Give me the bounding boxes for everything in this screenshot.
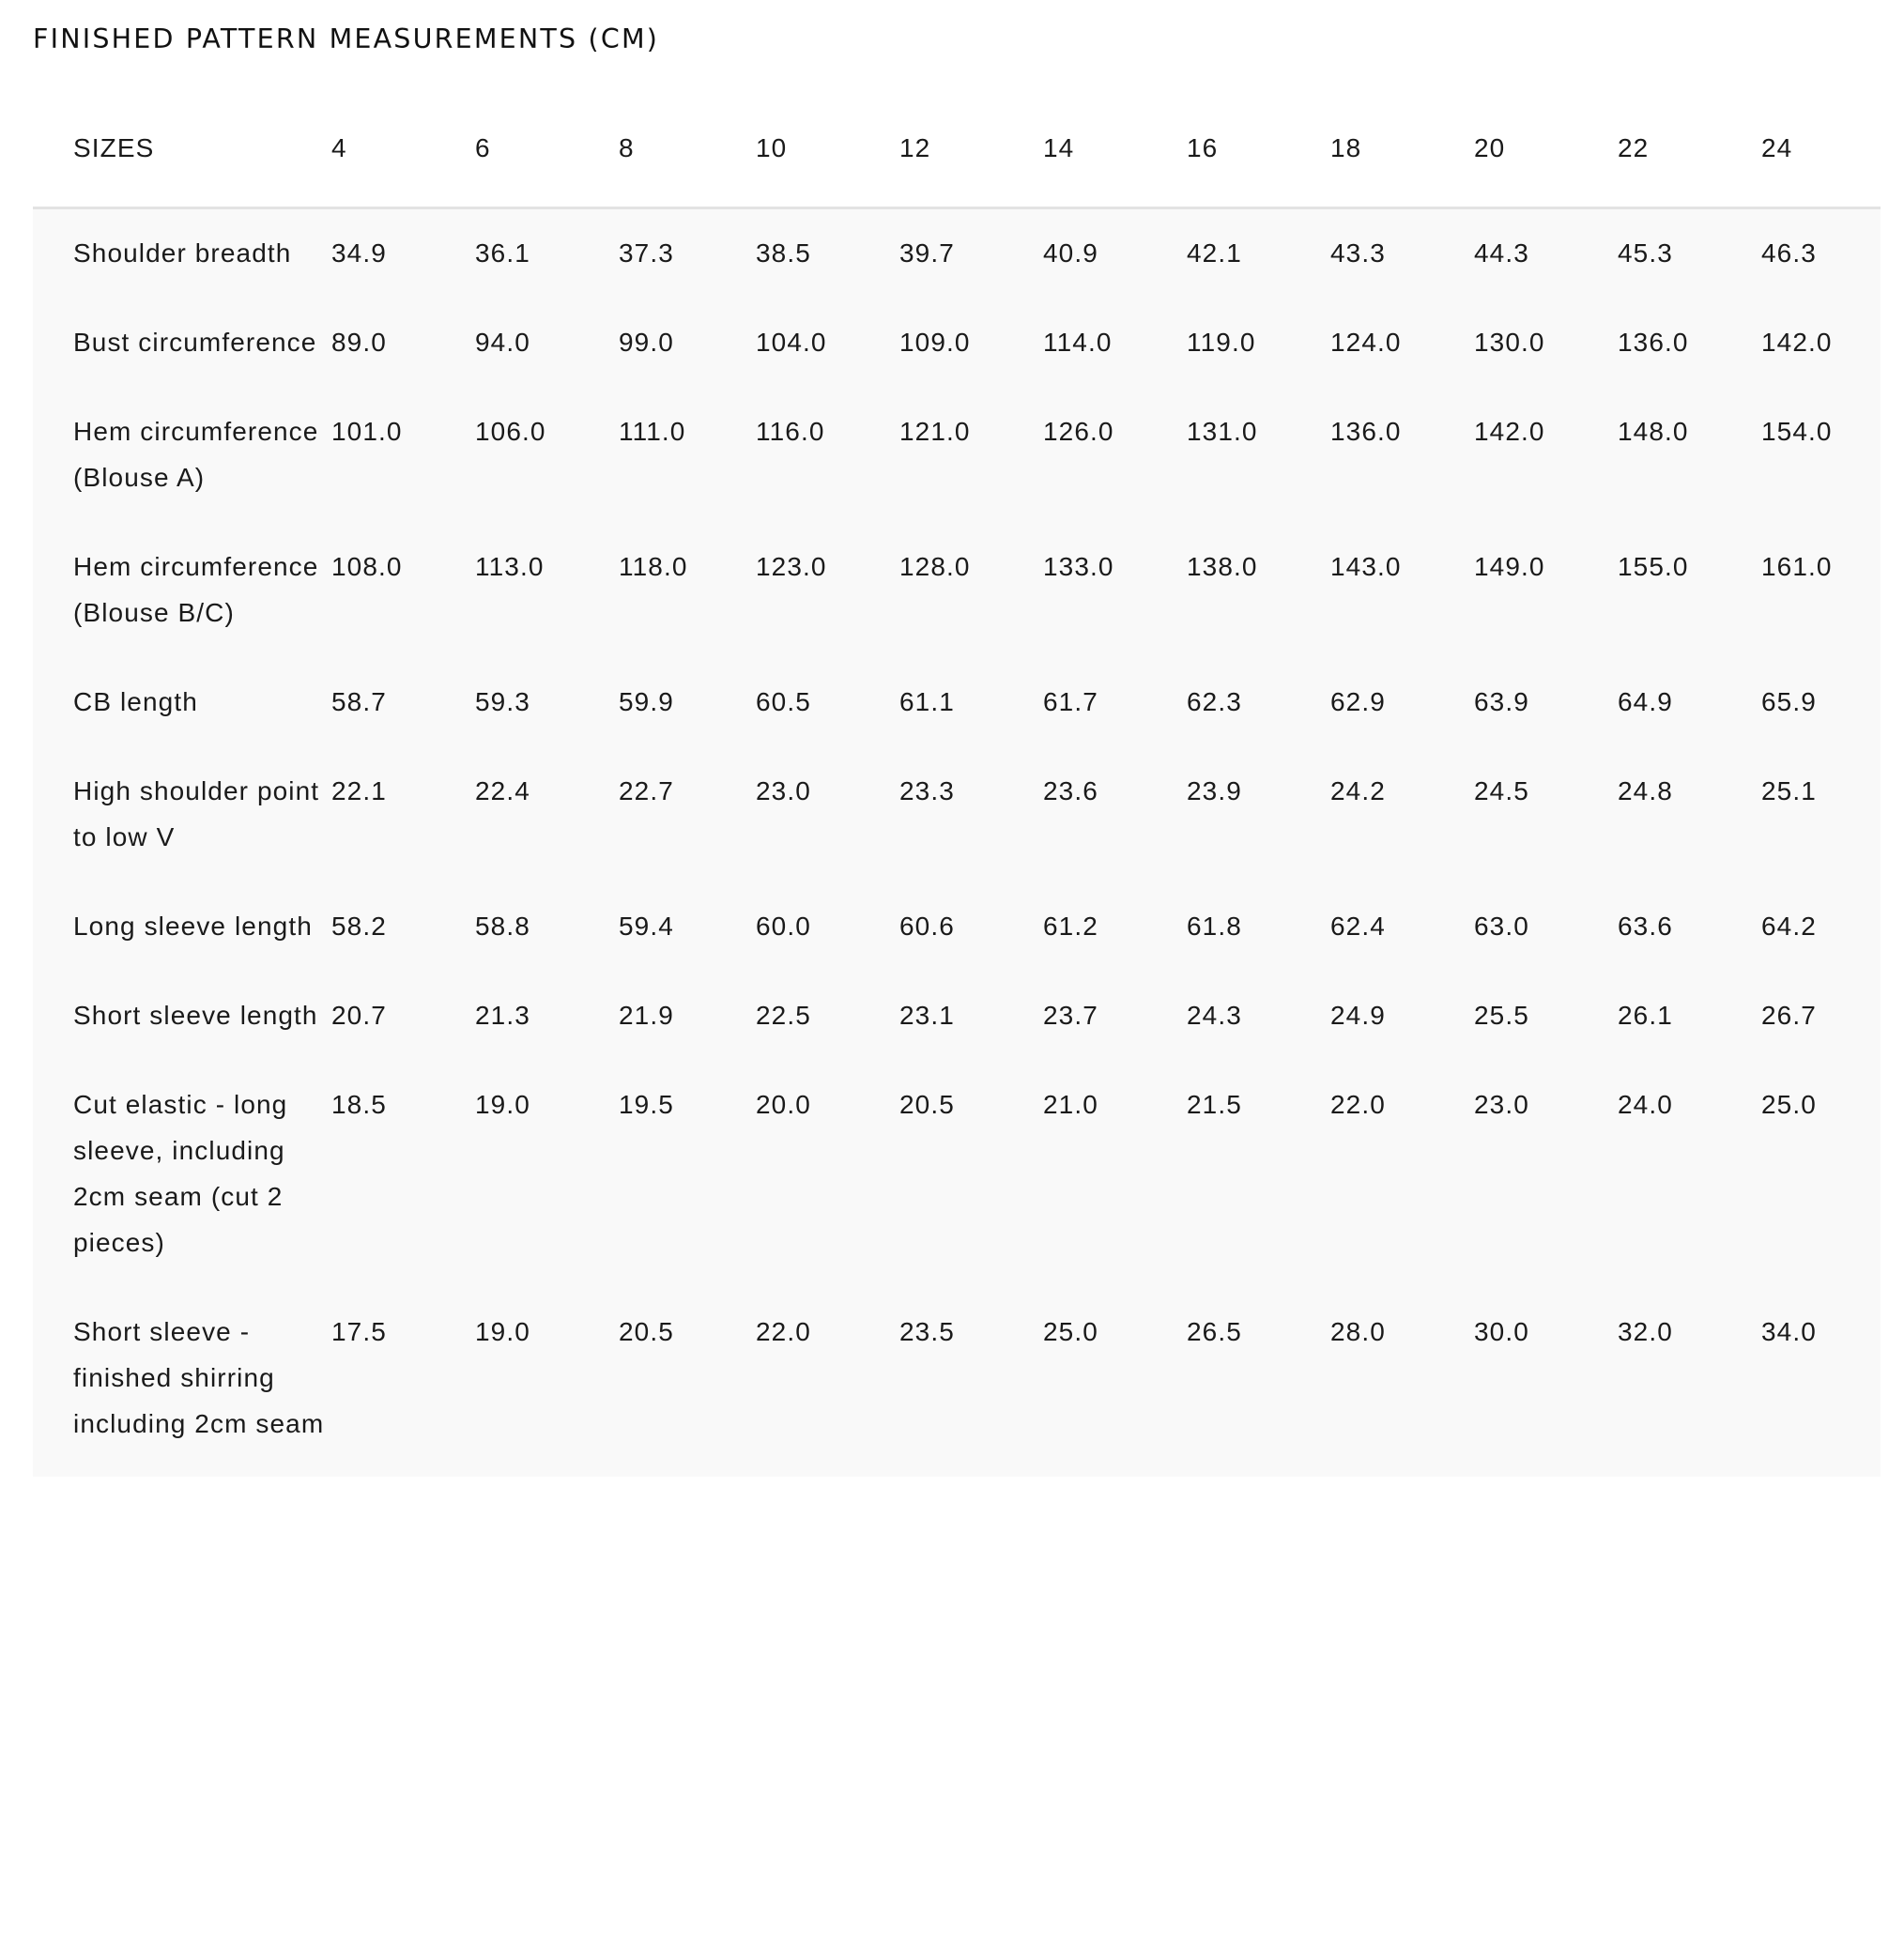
measurement-value: 118.0 — [619, 552, 688, 581]
size-header: 12 — [899, 90, 1043, 208]
measurement-value: 89.0 — [331, 328, 387, 357]
measurement-value: 62.3 — [1187, 687, 1242, 716]
measurement-value: 60.6 — [899, 912, 955, 941]
measurement-value: 17.5 — [331, 1317, 387, 1346]
size-header: 8 — [619, 90, 756, 208]
sizes-header-label: SIZES — [33, 90, 331, 208]
measurement-value: 161.0 — [1761, 552, 1833, 581]
measurement-value: 18.5 — [331, 1090, 387, 1119]
measurement-value: 131.0 — [1187, 417, 1258, 446]
measurement-value: 114.0 — [1043, 328, 1113, 357]
measurement-value: 60.5 — [756, 687, 811, 716]
table-row — [33, 299, 1881, 388]
measurement-value: 123.0 — [756, 552, 827, 581]
table-body — [33, 208, 1881, 1478]
measurement-label: Short sleeve length — [73, 1001, 318, 1030]
measurement-value: 108.0 — [331, 552, 403, 581]
table-row — [33, 658, 1881, 747]
measurement-value: 149.0 — [1474, 552, 1545, 581]
measurement-value: 58.7 — [331, 687, 387, 716]
measurement-value: 138.0 — [1187, 552, 1258, 581]
measurement-value: 62.9 — [1330, 687, 1386, 716]
measurement-value: 104.0 — [756, 328, 827, 357]
measurement-value: 113.0 — [475, 552, 545, 581]
measurement-value: 26.7 — [1761, 1001, 1817, 1030]
measurement-value: 59.4 — [619, 912, 674, 941]
measurement-label: Hem circumference (Blouse B/C) — [73, 552, 319, 627]
measurement-value: 20.5 — [899, 1090, 955, 1119]
measurement-value: 130.0 — [1474, 328, 1545, 357]
measurement-value: 39.7 — [899, 238, 955, 268]
measurement-value: 121.0 — [899, 417, 971, 446]
measurement-value: 40.9 — [1043, 238, 1098, 268]
table-row — [33, 523, 1881, 658]
measurement-value: 26.1 — [1618, 1001, 1673, 1030]
table-row — [33, 747, 1881, 882]
measurement-value: 19.0 — [475, 1090, 530, 1119]
measurement-label: Long sleeve length — [73, 912, 313, 941]
measurement-label: Hem circumference (Blouse A) — [73, 417, 319, 492]
measurement-value: 23.0 — [1474, 1090, 1529, 1119]
measurement-label: Short sleeve - finished shirring including 2cm seam — [73, 1317, 325, 1438]
size-header: 10 — [756, 90, 899, 208]
measurement-value: 59.3 — [475, 687, 530, 716]
measurement-value: 34.9 — [331, 238, 387, 268]
measurement-value: 23.5 — [899, 1317, 955, 1346]
measurement-value: 124.0 — [1330, 328, 1402, 357]
size-header: 24 — [1761, 90, 1881, 208]
measurement-value: 37.3 — [619, 238, 674, 268]
measurement-value: 24.9 — [1330, 1001, 1386, 1030]
measurement-value: 20.7 — [331, 1001, 387, 1030]
size-header: 4 — [331, 90, 475, 208]
measurement-value: 119.0 — [1187, 328, 1256, 357]
measurement-value: 106.0 — [475, 417, 546, 446]
measurement-value: 23.1 — [899, 1001, 955, 1030]
measurement-value: 22.1 — [331, 776, 387, 805]
measurement-value: 25.0 — [1761, 1090, 1817, 1119]
measurement-value: 143.0 — [1330, 552, 1402, 581]
size-header: 18 — [1330, 90, 1474, 208]
measurement-value: 148.0 — [1618, 417, 1689, 446]
measurement-value: 99.0 — [619, 328, 674, 357]
measurement-value: 60.0 — [756, 912, 811, 941]
measurement-value: 116.0 — [756, 417, 825, 446]
measurement-value: 44.3 — [1474, 238, 1529, 268]
measurement-value: 22.7 — [619, 776, 674, 805]
measurement-value: 22.0 — [1330, 1090, 1386, 1119]
measurement-value: 64.2 — [1761, 912, 1817, 941]
measurement-value: 133.0 — [1043, 552, 1114, 581]
table-row — [33, 388, 1881, 523]
table-row — [33, 1288, 1881, 1477]
measurement-value: 20.5 — [619, 1317, 674, 1346]
measurement-value: 128.0 — [899, 552, 971, 581]
measurement-value: 142.0 — [1474, 417, 1545, 446]
measurement-value: 32.0 — [1618, 1317, 1673, 1346]
measurement-value: 94.0 — [475, 328, 530, 357]
measurement-value: 25.0 — [1043, 1317, 1098, 1346]
measurement-value: 59.9 — [619, 687, 674, 716]
size-header: 14 — [1043, 90, 1187, 208]
measurement-value: 23.9 — [1187, 776, 1242, 805]
size-header: 6 — [475, 90, 619, 208]
measurement-value: 20.0 — [756, 1090, 811, 1119]
measurement-value: 25.5 — [1474, 1001, 1529, 1030]
measurement-value: 43.3 — [1330, 238, 1386, 268]
measurement-value: 109.0 — [899, 328, 971, 357]
measurement-value: 126.0 — [1043, 417, 1114, 446]
measurement-value: 25.1 — [1761, 776, 1817, 805]
measurement-value: 22.4 — [475, 776, 530, 805]
measurement-value: 61.7 — [1043, 687, 1098, 716]
measurement-value: 64.9 — [1618, 687, 1673, 716]
measurement-value: 38.5 — [756, 238, 811, 268]
measurement-value: 101.0 — [331, 417, 403, 446]
measurement-value: 136.0 — [1618, 328, 1689, 357]
measurement-value: 24.2 — [1330, 776, 1386, 805]
measurement-value: 61.2 — [1043, 912, 1098, 941]
measurement-value: 63.6 — [1618, 912, 1673, 941]
measurement-value: 58.8 — [475, 912, 530, 941]
measurement-value: 19.5 — [619, 1090, 674, 1119]
measurement-value: 30.0 — [1474, 1317, 1529, 1346]
measurement-value: 24.5 — [1474, 776, 1529, 805]
measurement-value: 58.2 — [331, 912, 387, 941]
measurement-value: 23.6 — [1043, 776, 1098, 805]
measurement-value: 23.7 — [1043, 1001, 1098, 1030]
measurement-value: 45.3 — [1618, 238, 1673, 268]
measurement-value: 22.0 — [756, 1317, 811, 1346]
measurement-value: 61.1 — [899, 687, 955, 716]
measurement-value: 24.8 — [1618, 776, 1673, 805]
measurement-label: Cut elastic - long sleeve, including 2cm seam (cut 2 pieces) — [73, 1090, 288, 1257]
measurement-value: 21.9 — [619, 1001, 674, 1030]
measurement-value: 136.0 — [1330, 417, 1402, 446]
measurement-label: CB length — [73, 687, 198, 716]
measurement-value: 23.3 — [899, 776, 955, 805]
measurement-value: 24.0 — [1618, 1090, 1673, 1119]
table-row — [33, 882, 1881, 972]
measurements-table — [33, 90, 1881, 1477]
measurement-value: 23.0 — [756, 776, 811, 805]
measurement-value: 65.9 — [1761, 687, 1817, 716]
measurement-value: 142.0 — [1761, 328, 1833, 357]
measurement-value: 62.4 — [1330, 912, 1386, 941]
measurement-value: 24.3 — [1187, 1001, 1242, 1030]
measurement-value: 22.5 — [756, 1001, 811, 1030]
table-row — [33, 1061, 1881, 1288]
measurement-value: 21.3 — [475, 1001, 530, 1030]
table-row — [33, 208, 1881, 299]
measurement-value: 63.0 — [1474, 912, 1529, 941]
measurement-value: 154.0 — [1761, 417, 1833, 446]
measurement-value: 111.0 — [619, 417, 686, 446]
measurement-value: 155.0 — [1618, 552, 1689, 581]
measurement-value: 28.0 — [1330, 1317, 1386, 1346]
measurement-value: 21.0 — [1043, 1090, 1098, 1119]
table-row — [33, 972, 1881, 1061]
table-header — [33, 90, 1881, 208]
measurement-value: 21.5 — [1187, 1090, 1242, 1119]
measurement-label: Bust circumference — [73, 328, 317, 357]
measurement-value: 46.3 — [1761, 238, 1817, 268]
measurement-label: High shoulder point to low V — [73, 776, 320, 851]
measurement-value: 42.1 — [1187, 238, 1242, 268]
measurement-value: 36.1 — [475, 238, 530, 268]
size-header: 22 — [1618, 90, 1761, 208]
header-row — [33, 90, 1881, 208]
measurement-value: 26.5 — [1187, 1317, 1242, 1346]
measurement-value: 63.9 — [1474, 687, 1529, 716]
measurement-value: 34.0 — [1761, 1317, 1817, 1346]
page-title: FINISHED PATTERN MEASUREMENTS (CM) — [33, 23, 660, 54]
measurement-value: 19.0 — [475, 1317, 530, 1346]
size-header: 16 — [1187, 90, 1330, 208]
measurement-label: Shoulder breadth — [73, 238, 292, 268]
measurement-value: 61.8 — [1187, 912, 1242, 941]
size-header: 20 — [1474, 90, 1618, 208]
